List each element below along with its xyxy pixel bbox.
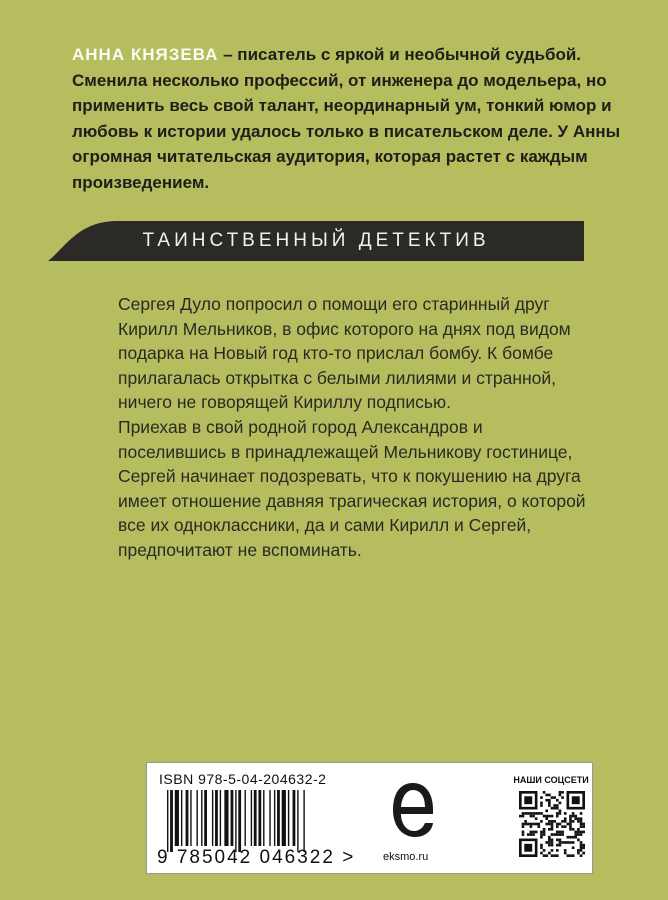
barcode-panel <box>146 762 512 874</box>
barcode-icon <box>159 790 379 852</box>
series-title: ТАИНСТВЕННЫЙ ДЕТЕКТИВ <box>142 230 490 251</box>
publisher-site: eksmo.ru <box>383 851 429 863</box>
barcode-digits: 9 785042 046322 > <box>157 847 356 868</box>
author-name: АННА КНЯЗЕВА <box>72 45 219 64</box>
annotation-paragraph-1: Сергея Дуло попросил о помощи его старинный друг Кирилл Мельников, в офис которого на днях под видом подарка на Новый год кто-то прислал бомбу. К бомбе прилагалась открытка с белыми лилиями и странной, ничего не говорящей Кириллу подписью. <box>118 294 571 413</box>
annotation-paragraph-2: Приехав в свой родной город Александров и поселившись в принадлежащей Мельникову гостинице, Сергей начинает подозревать, что к покушению на друга имеет отношение давняя трагическая история, о которой все их одноклассники, да и сами Кирилл и Сергей, предпочитают не вспоминать. <box>118 416 586 560</box>
series-banner <box>48 221 584 261</box>
social-panel <box>510 762 593 874</box>
author-bio <box>72 42 632 195</box>
isbn-text: ISBN 978-5-04-204632-2 <box>159 771 327 787</box>
qr-code-icon <box>519 791 585 857</box>
social-label: НАШИ СОЦСЕТИ <box>513 775 589 785</box>
eksmo-logo-icon <box>391 781 435 839</box>
annotation <box>118 292 588 563</box>
author-bio-text: – писатель с яркой и необычной судьбой. Сменила несколько профессий, от инженера до модельера, но применить весь свой талант, неординарный ум, тонкий юмор и любовь к истории удалось только в писательском деле. У Анны огромная читательская аудитория, которая растет с каждым произведением. <box>72 45 621 192</box>
